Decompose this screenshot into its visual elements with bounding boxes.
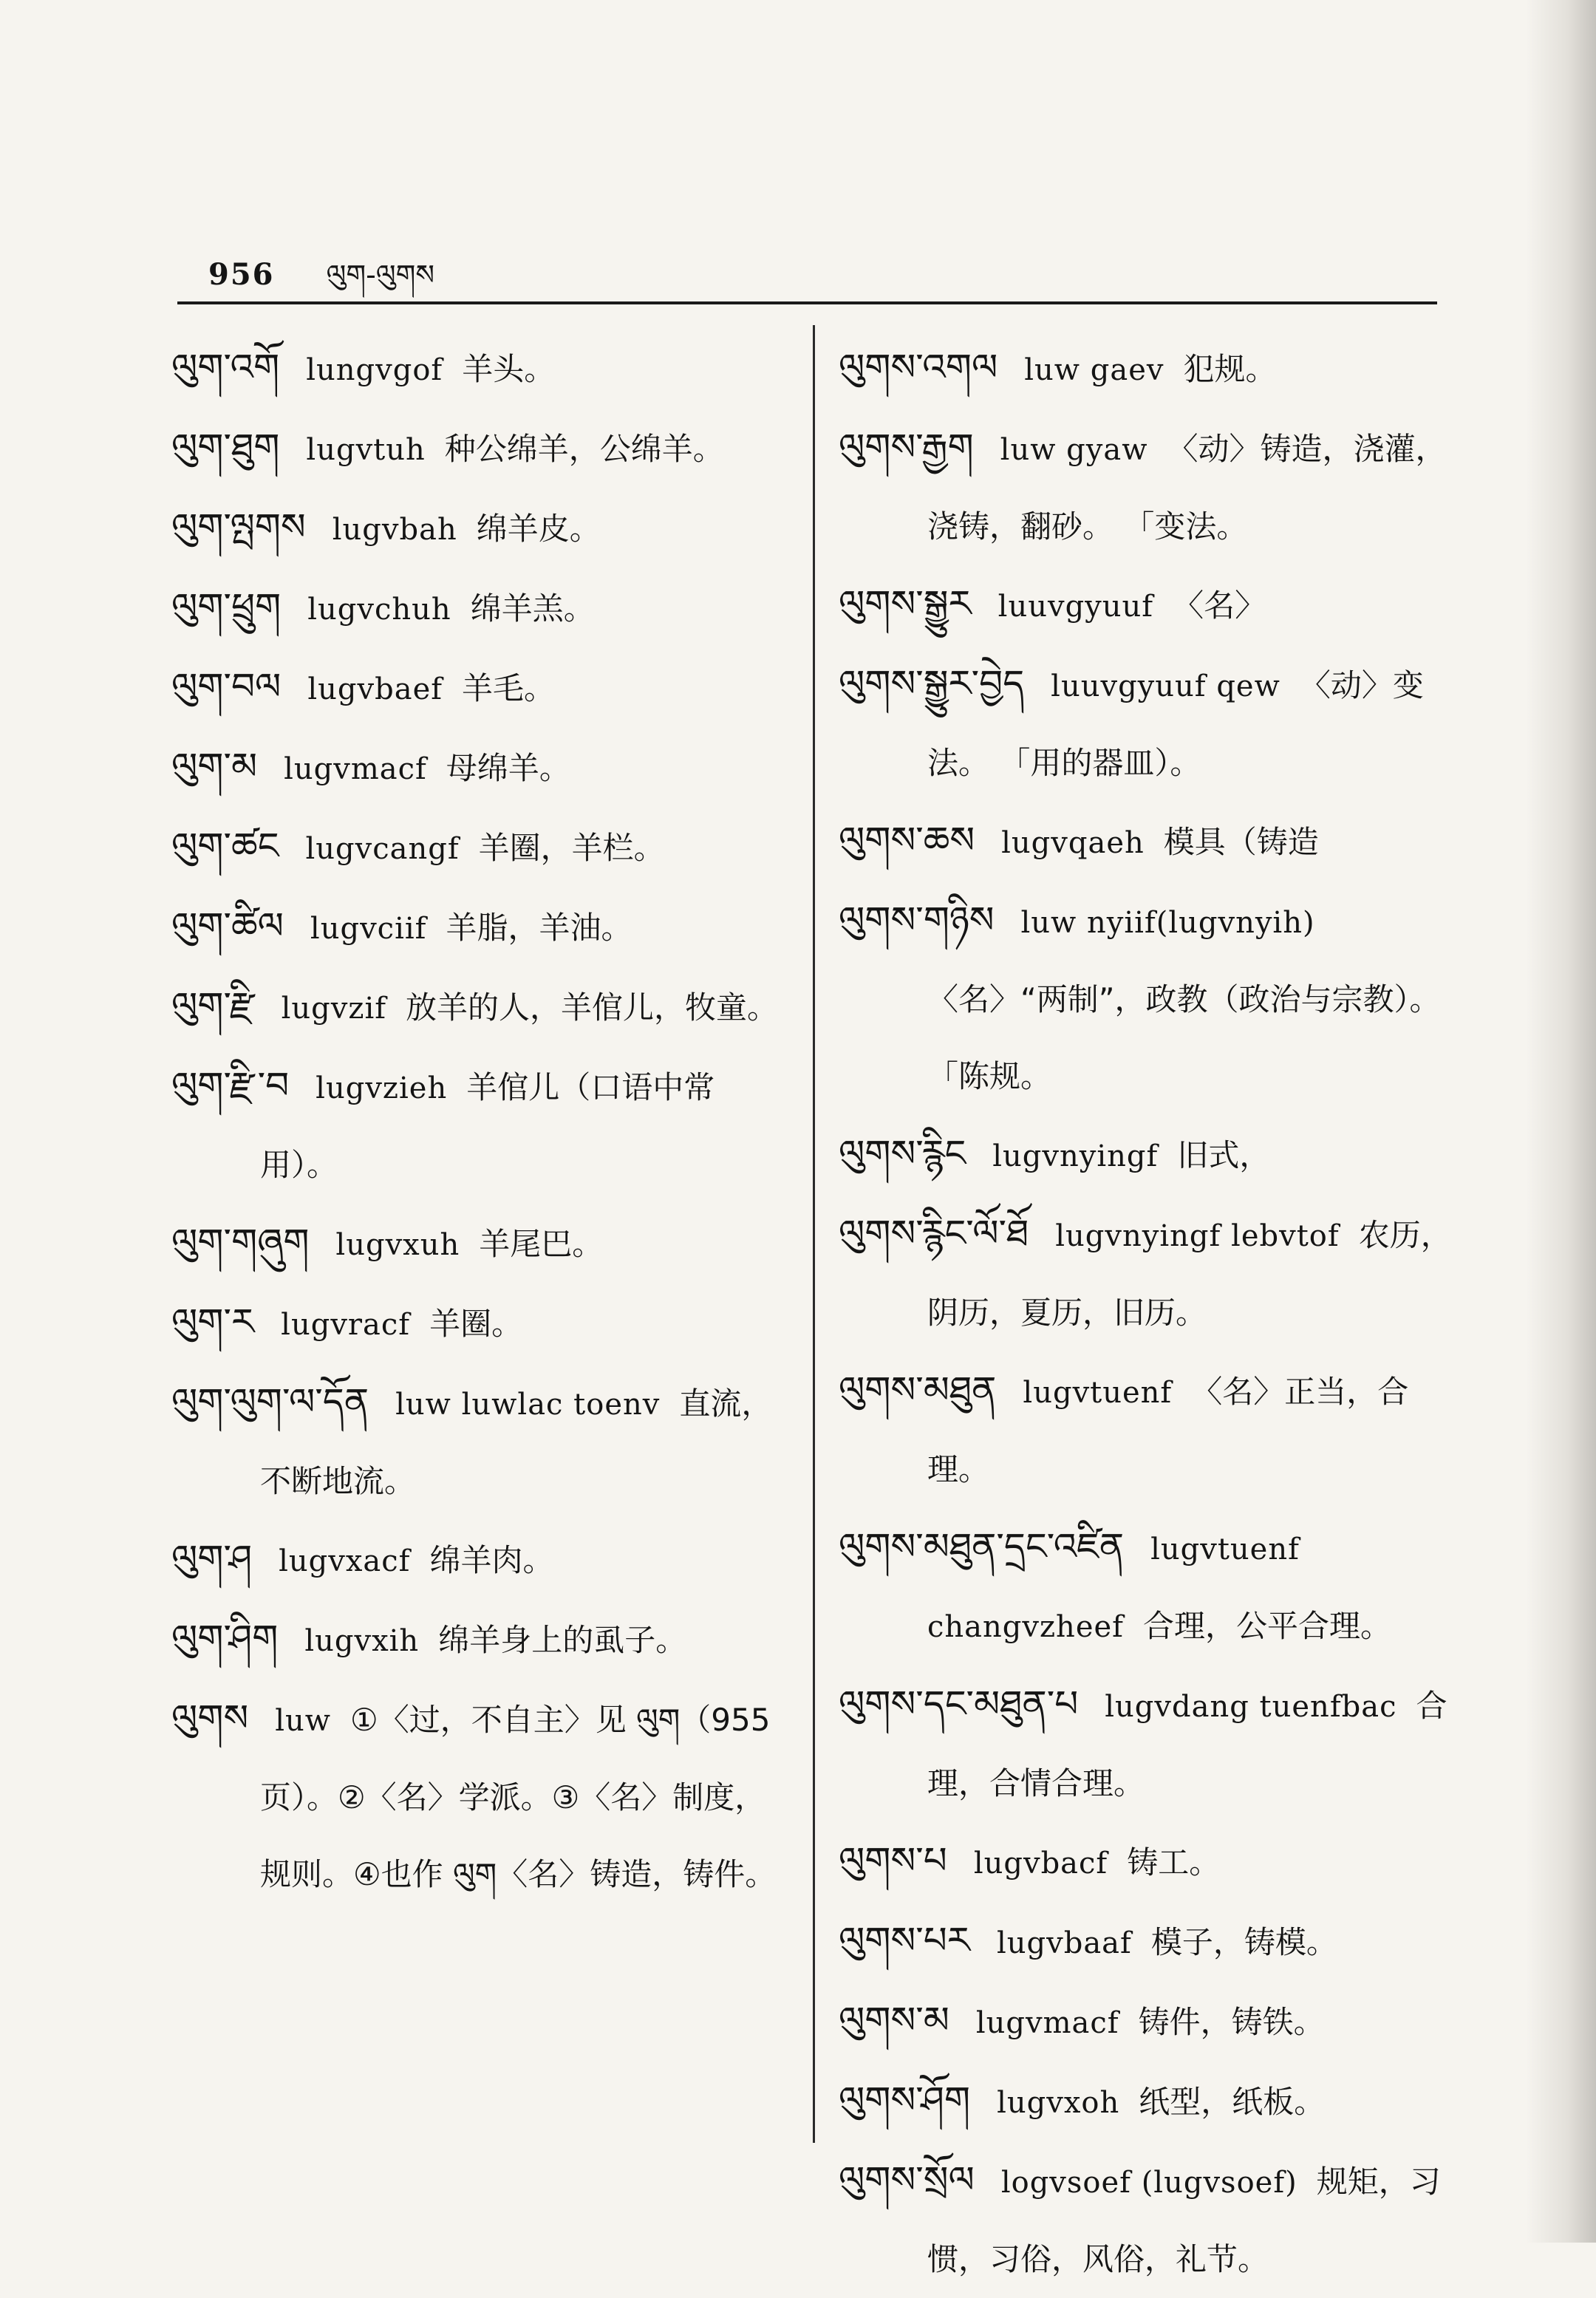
dictionary-entry [171,887,792,967]
entry-headword: ལུགས་ཤོག [839,2079,971,2121]
entry-gloss: 旧式， [1177,1137,1271,1173]
entry-headword: ལུགས་མཐུན་དྲང་འཛིན [839,1525,1125,1568]
entry-romanization: lugvqaeh [1001,826,1145,860]
page-number: 956 [208,257,275,292]
dictionary-entry [839,2141,1452,2298]
entry-romanization: lugvracf [281,1308,411,1342]
entry-gloss: 合理，合情合理。 [927,1688,1447,1801]
entry-romanization: luw gaev [1024,353,1164,387]
right-column [839,329,1452,2298]
entry-headword: ལུགས་ཆས [839,819,975,862]
entry-headword: ལུག་ལྤགས [171,505,306,548]
entry-headword: ལུག་མ [171,745,258,788]
page-header [208,244,434,296]
entry-headword: ལུག་ཤིག [171,1617,279,1660]
entry-gloss: 羊倌儿（口语中常用）。 [260,1069,715,1183]
entry-romanization: luuvgyuuf qew [1051,669,1280,703]
dictionary-entry [839,1902,1452,1982]
entry-headword: ལུག་ཚིལ [171,904,284,947]
entry-gloss: 〈动〉铸造，浇灌，浇铸，翻砂。 [927,431,1447,545]
entry-headword: ལུགས་སྒྱུར་བྱེད [839,662,1025,705]
entry-romanization: lugvzif [281,992,387,1026]
entry-romanization: lugvtuenf changvzheef [927,1532,1300,1644]
entry-gloss: 规矩，习惯，习俗，风俗，礼节。 [927,2164,1441,2277]
entry-headword: ལུགས་འགལ [839,346,998,389]
entry-romanization: lugvciif [310,912,427,946]
dictionary-entry [171,967,792,1047]
entry-gloss: 羊尾巴。 [479,1226,604,1262]
entry-gloss: 羊头。 [462,351,556,387]
entry-romanization: lungvgof [306,353,443,387]
dictionary-entry [171,1047,792,1204]
header-rule [177,301,1437,304]
dictionary-entry [171,329,792,409]
entry-romanization: lugvchuh [307,593,451,627]
entry-headword: ལུགས་གཉིས [839,899,995,941]
entry-romanization: lugvzieh [316,1071,448,1105]
entry-gloss: 犯规。 [1183,351,1277,387]
entry-romanization: lugvmacf [975,2006,1119,2040]
entry-gloss: 模具（铸造 [1163,824,1319,860]
entry-romanization: lugvcangf [305,832,460,866]
entry-gloss: 羊圈。 [429,1306,523,1342]
dictionary-entry [839,1508,1452,1665]
dictionary-entry [171,1283,792,1363]
entry-headword: ལུག་ཐུག [171,426,280,468]
entry-gloss: ①〈过，不自主〉见 ལུག（955页）。②〈名〉学派。③〈名〉制度，规则。④也作 ལུག〈名〉铸造，铸件。 [260,1702,777,1892]
entry-romanization: luw [275,1704,332,1738]
entry-romanization: lugvxacf [279,1544,411,1578]
entry-gloss: 放羊的人，羊倌儿，牧童。 [406,989,779,1026]
entry-headword: ལུགས་རྙིང [839,1132,966,1175]
dictionary-entry [839,1822,1452,1902]
dictionary-entry [839,1665,1452,1822]
entry-headword: ལུག་ཕྲུག [171,585,282,628]
entry-gloss: 〈名〉“两制”，政教（政治与宗教）。 [927,981,1441,1017]
entry-romanization: luw nyiif(lugvnyih) [1020,906,1315,940]
dictionary-entry [839,409,1452,565]
entry-romanization: logvsoef (lugvsoef) [1000,2166,1297,2200]
entry-gloss: 绵羊羔。 [470,590,595,627]
entry-romanization: lugvnyingf lebvtof [1055,1219,1340,1253]
entry-gloss: 〈名〉 [1173,587,1266,624]
entry-headword: ལུག་ལུག་ལ་དོན [171,1380,369,1423]
entry-romanization: luw gyaw [1000,433,1148,467]
dictionary-entry [171,488,792,568]
entry-headword: ལུགས་མ [839,1999,949,2042]
entry-gloss: 羊毛。 [462,670,556,706]
entry-gloss: 种公绵羊，公绵羊。 [444,431,724,467]
entry-headword: ལུག་གཞུག [171,1221,310,1264]
entry-gloss: 模子，铸模。 [1150,1924,1337,1960]
dictionary-entry [171,1204,792,1283]
entry-headword: ལུགས་རྒྱག [839,426,974,468]
dictionary-entry [171,409,792,488]
entry-headword: ལུགས [171,1697,249,1739]
dictionary-entry [171,568,792,648]
entry-headword: ལུག་ཤ [171,1537,253,1580]
dictionary-entry [839,1982,1452,2062]
entry-headword: ལུགས་པ [839,1839,947,1882]
dictionary-entry [171,1680,792,1913]
dictionary-entry [839,329,1452,409]
entry-headword: ལུག་རྫི [171,984,255,1027]
entry-headword: ལུགས་རྙིང་ལོ་ཐོ [839,1212,1029,1255]
entry-gloss: 纸型，纸板。 [1139,2084,1326,2120]
entry-headword: ལུགས་མཐུན [839,1368,997,1411]
entry-headword: ལུགས་པར [839,1919,970,1962]
dictionary-entry [171,728,792,808]
entry-romanization: lugvbah [332,513,457,547]
entry-romanization: lugvmacf [284,752,427,786]
dictionary-entry [839,1195,1452,1351]
dictionary-entry [171,1600,792,1680]
entry-gloss: 绵羊皮。 [476,511,601,547]
entry-headword: ལུག་ཚང [171,825,279,867]
entry-romanization: lugvxih [304,1624,420,1658]
entry-romanization: lugvnyingf [992,1139,1159,1173]
entry-gloss: 〈动〉变法。 [927,667,1424,781]
dictionary-entry [171,648,792,728]
entry-gloss: 铸工。 [1127,1844,1221,1881]
continuation-fragment: 「陈规。 [927,1058,1052,1094]
entry-gloss: 合理，公平合理。 [1142,1608,1391,1644]
entry-romanization: lugvbacf [973,1847,1108,1881]
left-column [171,329,792,1913]
entry-romanization: lugvtuenf [1023,1376,1173,1410]
dictionary-entry [839,882,1452,1115]
entry-headword: ལུགས་དང་མཐུན་པ [839,1682,1079,1725]
continuation-fragment: 「变法。 [1123,508,1248,545]
running-head: ལུག-ལུགས [326,259,435,291]
entry-romanization: lugvxuh [335,1228,460,1262]
dictionary-entry [839,2062,1452,2141]
entry-romanization: lugvbaef [307,672,443,706]
dictionary-entry [839,802,1452,882]
entry-gloss: 铸件，铸铁。 [1138,2004,1325,2040]
entry-gloss: 绵羊肉。 [429,1542,554,1578]
entry-romanization: luuvgyuuf [998,590,1154,624]
entry-headword: ལུག་འགོ [171,346,280,389]
entry-headword: ལུགས་སྲོལ [839,2158,975,2201]
dictionary-entry [171,808,792,887]
entry-romanization: lugvtuh [306,433,426,467]
dictionary-entry [839,1115,1452,1195]
entry-romanization: lugvxoh [997,2086,1120,2120]
entry-headword: ལུག་ར [171,1300,255,1343]
column-divider [813,325,815,2143]
entry-gloss: 〈名〉正当，合理。 [927,1374,1409,1487]
scan-edge-shadow [1526,0,1596,2243]
entry-gloss: 羊脂，羊油。 [446,910,632,946]
entry-headword: ལུགས་སྒྱུར [839,582,972,625]
entry-gloss: 羊圈，羊栏。 [478,830,665,866]
dictionary-entry [839,645,1452,802]
entry-romanization: luw luwlac toenv [395,1388,661,1422]
dictionary-entry [839,565,1452,645]
entry-gloss: 母绵羊。 [446,750,570,786]
dictionary-entry [839,1351,1452,1508]
entry-headword: ལུག་རྫི་བ [171,1064,290,1107]
entry-headword: ལུག་བལ [171,665,282,708]
dictionary-entry [171,1520,792,1600]
continuation-fragment: 「用的器皿）。 [999,745,1201,781]
dictionary-entry [171,1363,792,1520]
entry-gloss: 直流，不断地流。 [260,1385,773,1499]
entry-gloss: 绵羊身上的虱子。 [438,1622,687,1658]
entry-romanization: lugvdang tuenfbac [1105,1690,1397,1724]
entry-romanization: lugvbaaf [996,1926,1132,1960]
entry-gloss: 农历，阴历，夏历，旧历。 [927,1217,1452,1331]
